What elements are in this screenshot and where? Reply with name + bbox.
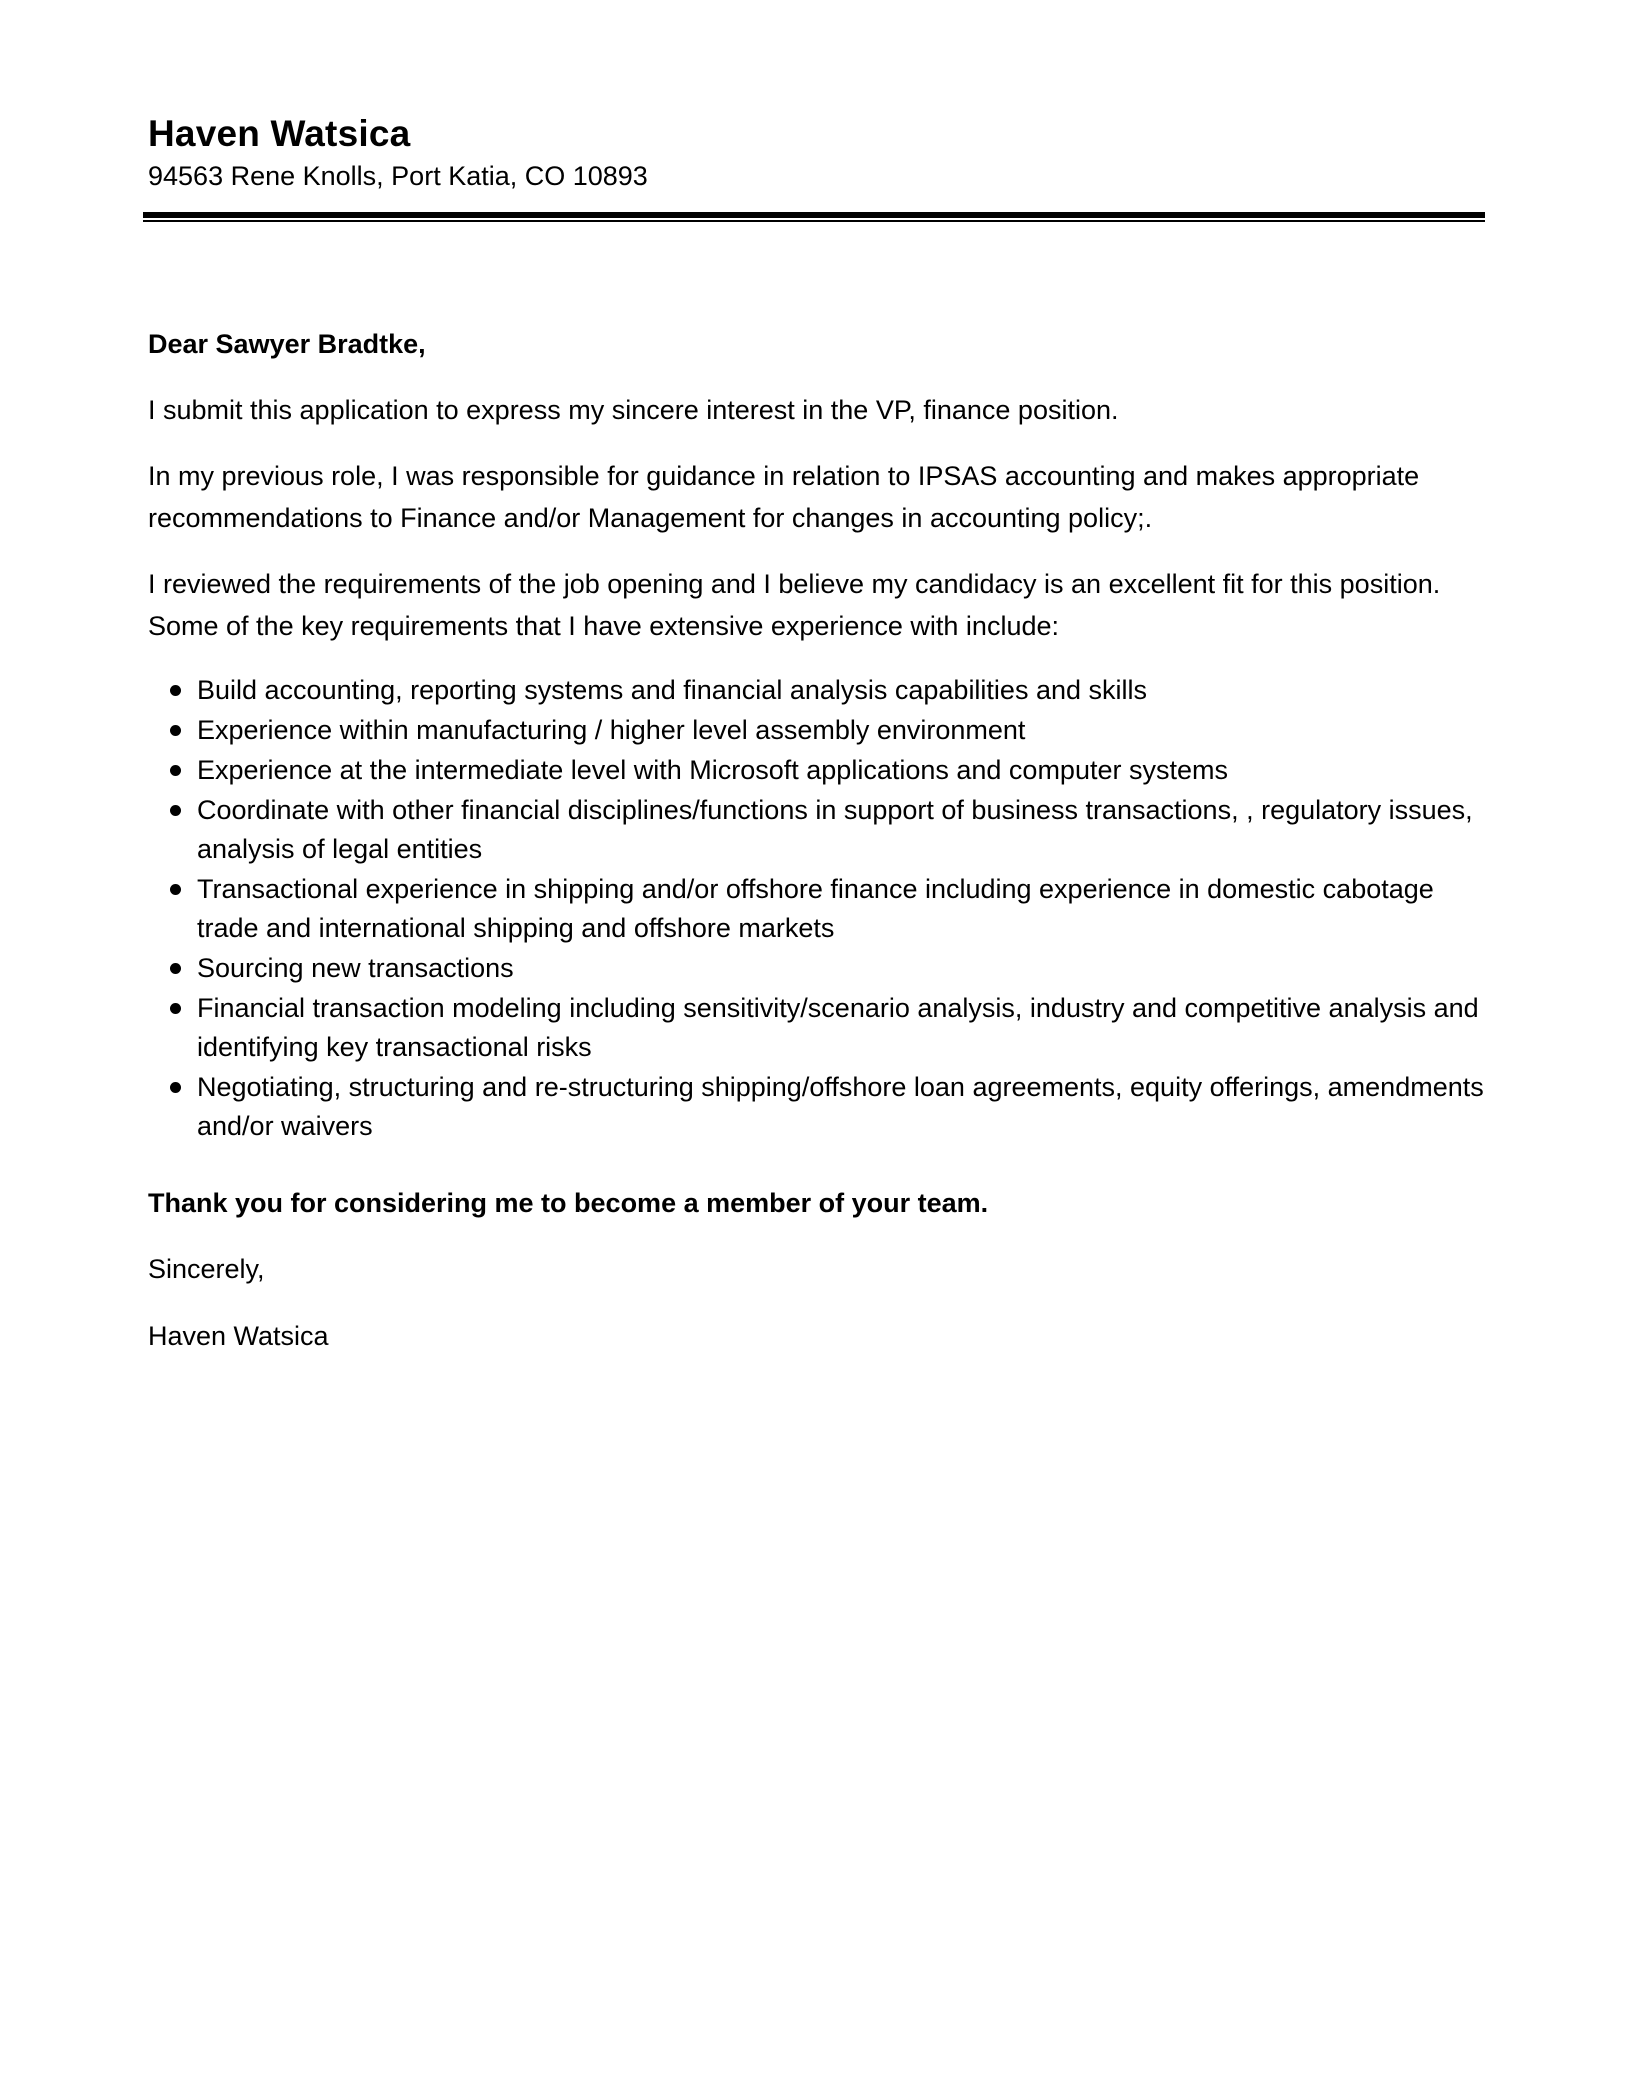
letter-body — [148, 323, 1488, 1382]
bullet-icon — [170, 963, 181, 974]
paragraph-previous-role: In my previous role, I was responsible for guidance in relation to IPSAS accounting and makes appropriate recommendations to Finance and/or Management for changes in accounting policy;. — [148, 461, 1420, 533]
list-item: Transactional experience in shipping and/or offshore finance including experience in domestic cabotage trade and international shipping and offshore markets — [148, 870, 1488, 948]
bullet-icon — [170, 1003, 181, 1014]
paragraph-requirements: I reviewed the requirements of the job opening and I believe my candidacy is an excellent fit for this position. Some of the key requirements that I have extensive experience with include: — [148, 569, 1441, 641]
paragraph-intro: I submit this application to express my sincere interest in the VP, finance position. — [148, 395, 1119, 425]
bullet-icon — [170, 685, 181, 696]
bullet-icon — [170, 725, 181, 736]
bullet-icon — [170, 1082, 181, 1093]
salutation: Dear Sawyer Bradtke, — [148, 329, 426, 359]
signoff: Sincerely, — [148, 1254, 265, 1284]
signature-name: Haven Watsica — [148, 1321, 329, 1351]
closing-line: Thank you for considering me to become a member of your team. — [148, 1188, 989, 1218]
list-item: Experience within manufacturing / higher level assembly environment — [148, 711, 1488, 750]
list-item: Build accounting, reporting systems and financial analysis capabilities and skills — [148, 671, 1488, 710]
list-item: Negotiating, structuring and re-structuring shipping/offshore loan agreements, equity offerings, amendments and/or waivers — [148, 1068, 1488, 1146]
bullet-icon — [170, 765, 181, 776]
sender-name: Haven Watsica — [148, 113, 411, 154]
bullet-icon — [170, 884, 181, 895]
divider-thin-line — [143, 220, 1485, 222]
letter-header — [148, 110, 1488, 194]
list-item: Coordinate with other financial disciplines/functions in support of business transactions, , regulatory issues, analysis of legal entities — [148, 791, 1488, 869]
list-item: Financial transaction modeling including sensitivity/scenario analysis, industry and competitive analysis and identifying key transactional risks — [148, 989, 1488, 1067]
bullet-icon — [170, 805, 181, 816]
list-item: Sourcing new transactions — [148, 949, 1488, 988]
header-divider — [143, 212, 1485, 222]
sender-address: 94563 Rene Knolls, Port Katia, CO 10893 — [148, 161, 648, 191]
requirements-list — [148, 671, 1488, 1146]
list-item: Experience at the intermediate level with Microsoft applications and computer systems — [148, 751, 1488, 790]
